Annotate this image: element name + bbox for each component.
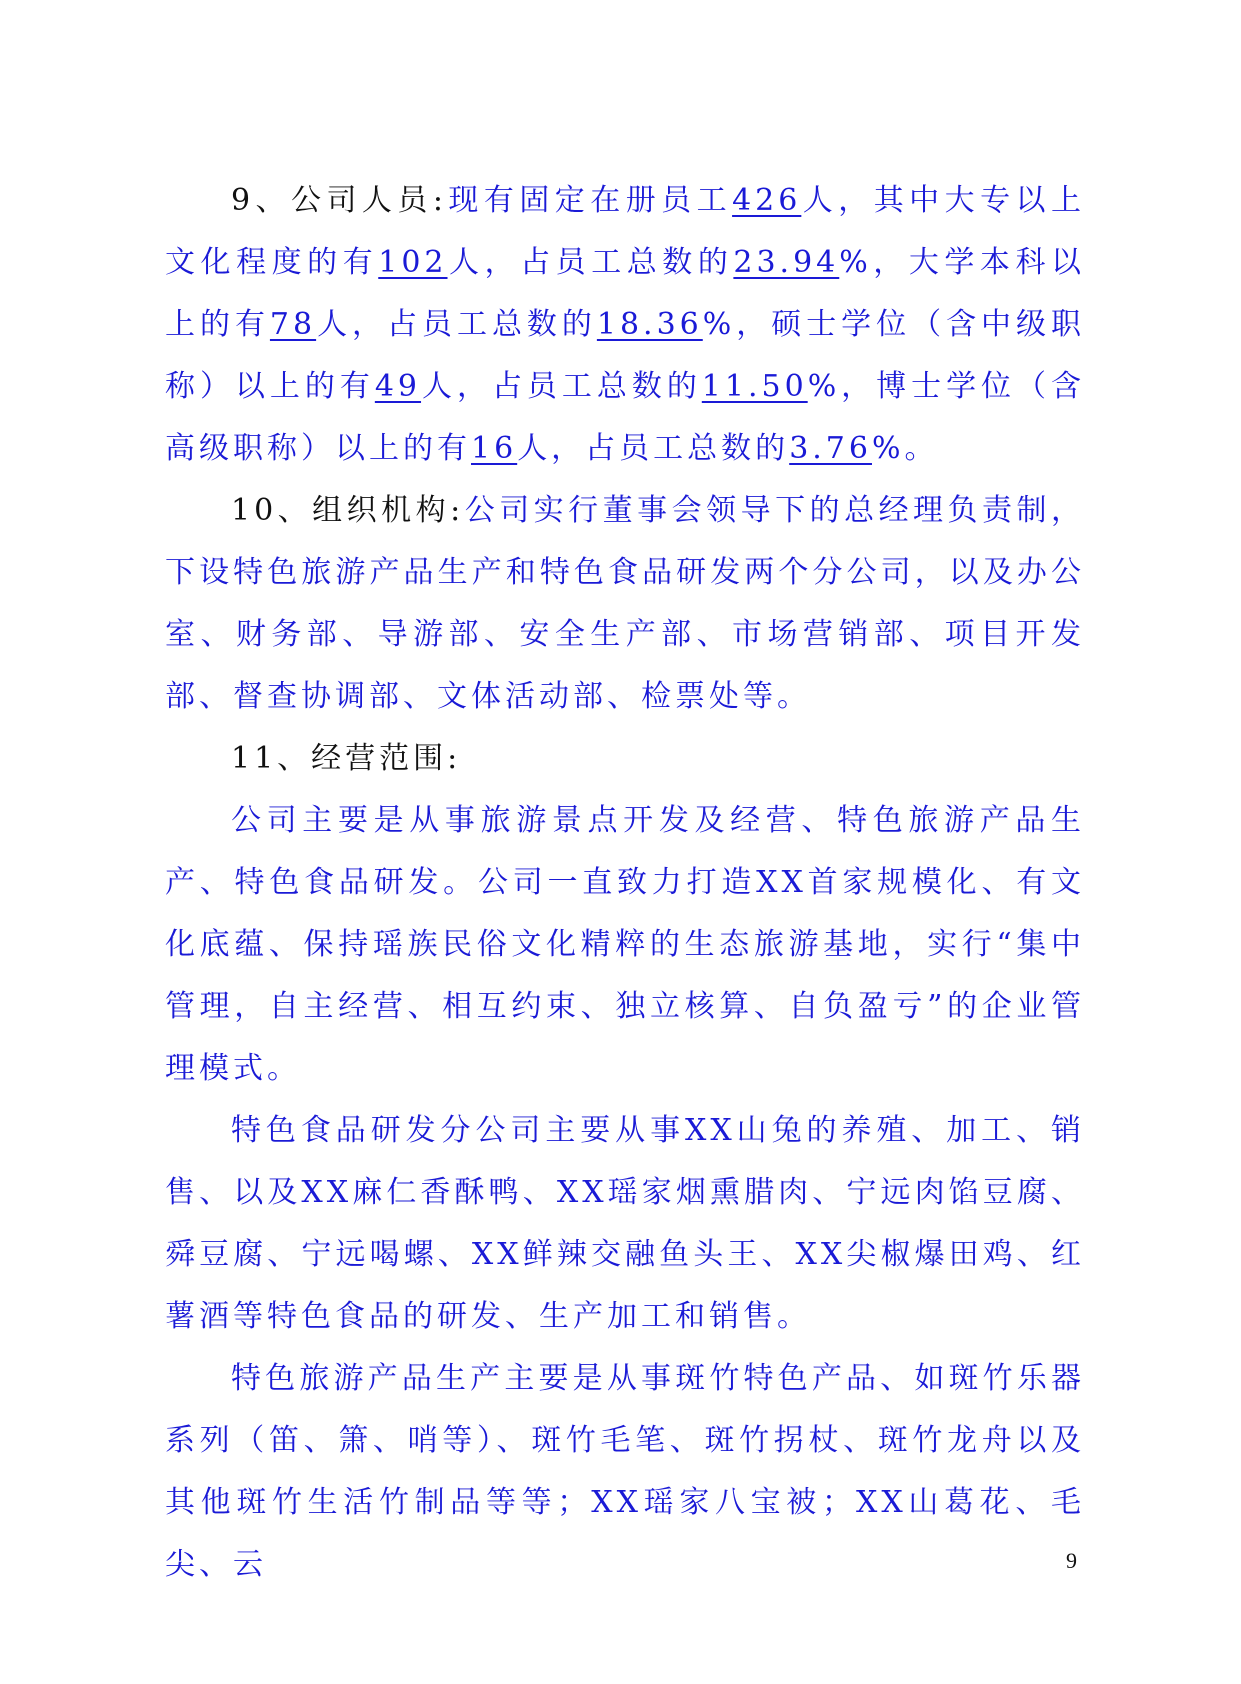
organization-heading: 10、组织机构: [231, 493, 465, 528]
bachelor-percentage: 18.36 [596, 307, 703, 342]
staff-text: 人，占员工总数的 [421, 369, 702, 404]
business-heading: 11、经营范围: [231, 741, 462, 776]
doctor-percentage: 3.76 [789, 431, 872, 466]
staff-text: 人，其中大专以上文化程度的有 [165, 183, 1086, 280]
business-paragraph-3: 特色旅游产品生产主要是从事斑竹特色产品、如斑竹乐器系列（笛、箫、哨等）、斑竹毛笔、斑竹拐杖、斑竹龙舟以及其他斑竹生活竹制品等等；XX瑶家八宝被；XX山葛花、毛尖、云 [165, 1361, 1085, 1582]
staff-text: 人，占员工总数的 [316, 307, 597, 342]
staff-text: 人，占员工总数的 [447, 245, 734, 280]
business-paragraph-2: 特色食品研发分公司主要从事XX山兔的养殖、加工、销售、以及XX麻仁香酥鸭、XX瑶家烟熏腊肉、宁远肉馅豆腐、舜豆腐、宁远喝螺、XX鲜辣交融鱼头王、XX尖椒爆田鸡、红薯酒等特色食品的研发、生产加工和销售。 [165, 1113, 1085, 1334]
business-paragraph-1: 公司主要是从事旅游景点开发及经营、特色旅游产品生产、特色食品研发。公司一直致力打造XX首家规模化、有文化底蕴、保持瑶族民俗文化精粹的生态旅游基地，实行“集中管理，自主经营、相互约束、独立核算、自负盈亏”的企业管理模式。 [165, 803, 1085, 1086]
organization-paragraph [165, 480, 1085, 728]
master-percentage: 11.50 [701, 369, 808, 404]
college-count: 102 [378, 245, 448, 280]
staff-text: %，大学本科以上的有 [165, 245, 1086, 342]
staff-paragraph [165, 170, 1085, 480]
total-staff-count: 426 [732, 183, 802, 218]
doctor-count: 16 [471, 431, 518, 466]
page-number: 9 [1066, 1548, 1077, 1573]
staff-text: %，硕士学位（含中级职称）以上的有 [165, 307, 1086, 404]
staff-text: 现有固定在册员工 [446, 183, 733, 218]
bachelor-count: 78 [269, 307, 317, 342]
college-percentage: 23.94 [733, 245, 840, 280]
staff-text: %，博士学位（含高级职称）以上的有 [165, 369, 1086, 466]
organization-text: 公司实行董事会领导下的总经理负责制，下设特色旅游产品生产和特色食品研发两个分公司，以及办公室、财务部、导游部、安全生产部、市场营销部、项目开发部、督查协调部、文体活动部、检票处等。 [165, 493, 1086, 714]
document-body [165, 170, 1085, 1596]
staff-text: 人，占员工总数的 [517, 431, 790, 466]
staff-text: %。 [871, 431, 939, 466]
staff-heading: 9、公司人员: [231, 183, 447, 218]
master-count: 49 [374, 369, 422, 404]
